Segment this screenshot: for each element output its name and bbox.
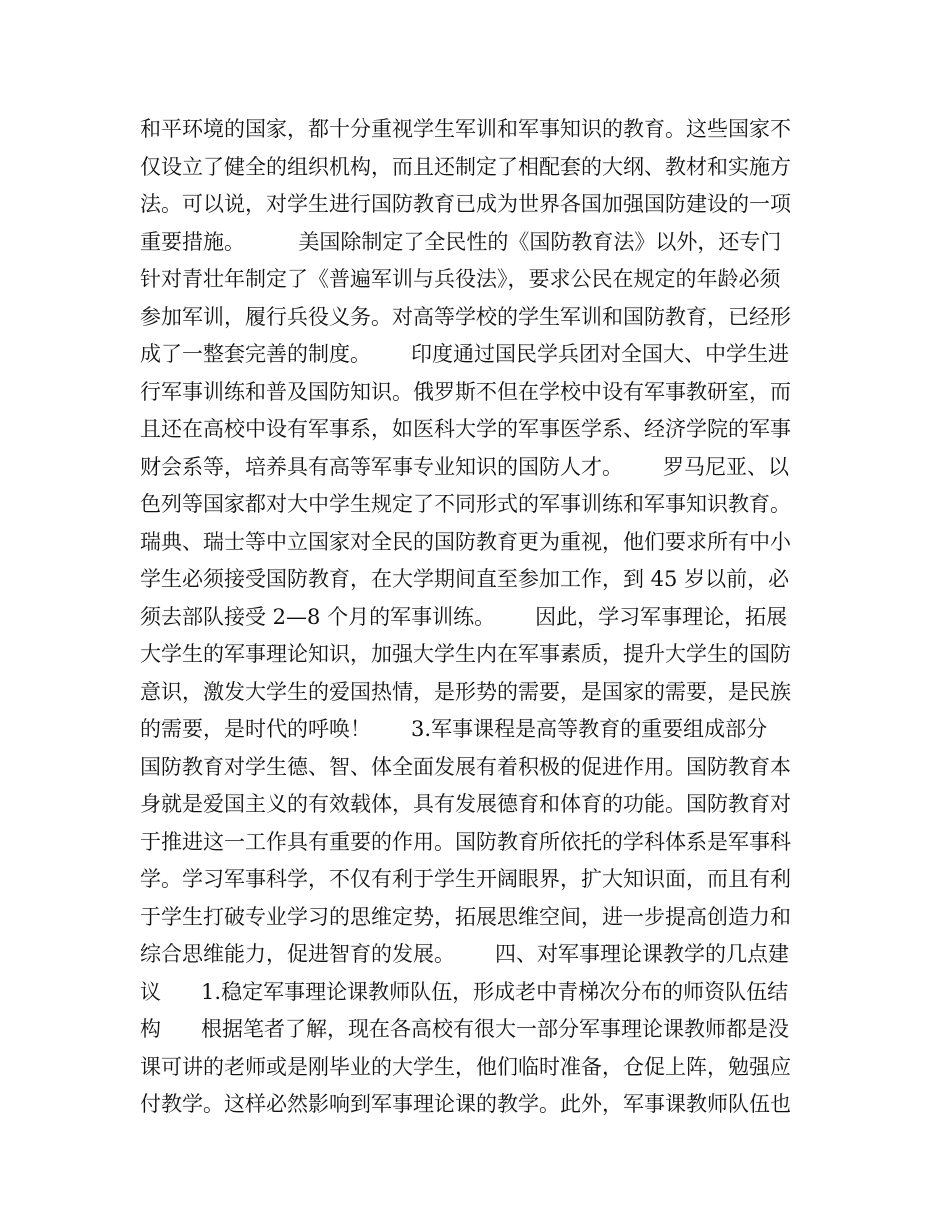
text-line: 色列等国家都对大中学生规定了不同形式的军事训练和军事知识教育。 xyxy=(140,492,791,516)
text-line: 财会系等，培养具有高等军事专业知识的国防人才。 罗马尼亚、以 xyxy=(140,454,790,479)
text-line: 行军事训练和普及国防知识。俄罗斯不但在学校中设有军事教研室，而 xyxy=(140,379,791,404)
text-line: 综合思维能力，促进智育的发展。 四、对军事理论课教学的几点建 xyxy=(140,942,790,966)
text-line: 身就是爱国主义的有效载体，具有发展德育和体育的功能。国防教育对 xyxy=(140,792,791,816)
text-line: 学生必须接受国防教育，在大学期间直至参加工作，到 45 岁以前，必 xyxy=(140,567,790,591)
text-line: 重要措施。 美国除制定了全民性的《国防教育法》以外，还专门 xyxy=(140,229,782,254)
text-line: 法。可以说，对学生进行国防教育已成为世界各国加强国防建设的一项 xyxy=(140,192,791,216)
text-line: 参加军训，履行兵役义务。对高等学校的学生军训和国防教育，已经形 xyxy=(140,304,791,329)
text-line: 意识，激发大学生的爱国热情，是形势的需要，是国家的需要，是民族 xyxy=(140,679,791,704)
text-line: 瑞典、瑞士等中立国家对全民的国防教育更为重视，他们要求所有中小 xyxy=(140,529,791,554)
text-line: 于推进这一工作具有重要的作用。国防教育所依托的学科体系是军事科 xyxy=(140,829,791,854)
text-line: 于学生打破专业学习的思维定势，拓展思维空间，进一步提高创造力和 xyxy=(140,904,791,929)
text-line: 针对青壮年制定了《普遍军训与兵役法》，要求公民在规定的年龄必须 xyxy=(140,267,781,291)
text-line: 和平环境的国家，都十分重视学生军训和军事知识的教育。这些国家不 xyxy=(140,117,791,141)
text-line: 且还在高校中设有军事系，如医科大学的军事医学系、经济学院的军事 xyxy=(140,417,791,441)
text-line: 须去部队接受 2—8 个月的军事训练。 因此，学习军事理论，拓展 xyxy=(140,604,788,629)
text-line: 课可讲的老师或是刚毕业的大学生，他们临时准备，仓促上阵，勉强应 xyxy=(140,1054,791,1079)
text-line: 国防教育对学生德、智、体全面发展有着积极的促进作用。国防教育本 xyxy=(140,754,791,779)
text-line: 成了一整套完善的制度。 印度通过国民学兵团对全国大、中学生进 xyxy=(140,342,790,366)
text-line: 大学生的军事理论知识，加强大学生内在军事素质，提升大学生的国防 xyxy=(140,642,791,666)
body-text xyxy=(140,111,820,1124)
text-line: 的需要，是时代的呼唤！ 3.军事课程是高等教育的重要组成部分 xyxy=(140,717,768,741)
text-line: 付教学。这样必然影响到军事理论课的教学。此外，军事课教师队伍也 xyxy=(140,1092,791,1116)
text-line: 构 根据笔者了解，现在各高校有很大一部分军事理论课教师都是没 xyxy=(140,1017,790,1041)
text-line: 议 1.稳定军事理论课教师队伍，形成老中青梯次分布的师资队伍结 xyxy=(140,979,789,1004)
text-line: 仅设立了健全的组织机构，而且还制定了相配套的大纲、教材和实施方 xyxy=(140,154,791,179)
text-line: 学。学习军事科学，不仅有利于学生开阔眼界，扩大知识面，而且有利 xyxy=(140,867,791,891)
